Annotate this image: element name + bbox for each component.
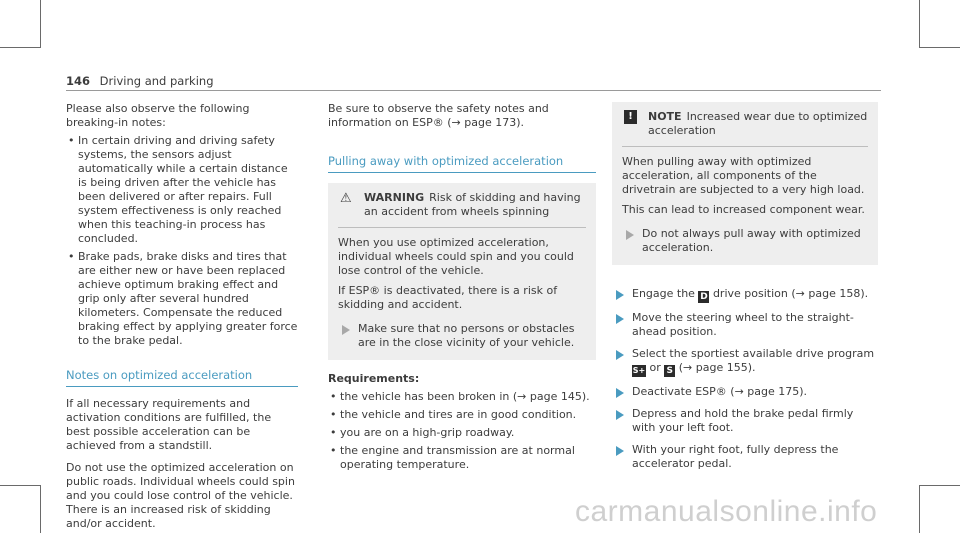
step-text: Engage the bbox=[632, 287, 695, 300]
step-text: Deactivate ESP® (→ page 175). bbox=[632, 385, 808, 398]
step-accelerator bbox=[612, 443, 878, 471]
note-box bbox=[612, 102, 878, 265]
note-step-text: Do not always pull away with optimized acceleration. bbox=[642, 227, 861, 254]
page-header bbox=[66, 74, 214, 88]
crop-mark bbox=[920, 485, 960, 486]
note-title: Increased wear due to optimized acceleration bbox=[648, 110, 868, 137]
crop-mark bbox=[919, 0, 920, 48]
warning-triangle-icon: ⚠ bbox=[340, 191, 352, 206]
notes-paragraph-2: Do not use the optimized acceleration on public roads. Individual wheels could spin and you could lose control of the vehicle. There is an increased risk of skidding and/or accident. bbox=[66, 461, 295, 530]
step-text: drive position (→ page 158). bbox=[712, 287, 869, 300]
crop-mark bbox=[0, 47, 40, 48]
warning-box bbox=[328, 183, 596, 360]
step-arrow-icon bbox=[616, 410, 624, 420]
step-text: Move the steering wheel to the straight-ahead position. bbox=[632, 311, 854, 338]
breaking-in-intro: Please also observe the following breaking-in notes: bbox=[66, 102, 250, 129]
crop-mark bbox=[919, 485, 920, 533]
step-drive-program bbox=[612, 347, 878, 377]
step-text: With your right foot, fully depress the accelerator pedal. bbox=[632, 443, 839, 470]
step-text: Depress and hold the brake pedal firmly with your left foot. bbox=[632, 407, 854, 434]
header-divider bbox=[66, 90, 881, 91]
step-arrow-icon bbox=[616, 446, 624, 456]
note-header bbox=[622, 110, 868, 147]
step-text: Select the sportiest available drive program bbox=[632, 347, 875, 360]
note-step bbox=[622, 227, 868, 255]
list-item: • Brake pads, brake disks and tires that are either new or have been replaced achieve optimum braking effect and grip only after several hundred kilometers. Compensate the reduced braking effect by applying greater force to the brake pedal. bbox=[66, 250, 298, 348]
note-label: NOTE bbox=[648, 110, 682, 123]
list-item: • the vehicle has been broken in (→ page 145). bbox=[328, 390, 596, 404]
esp-intro: Be sure to observe the safety notes and information on ESP® (→ page 173). bbox=[328, 102, 549, 129]
sport-icon: S bbox=[664, 365, 675, 377]
page-number: 146 bbox=[66, 74, 91, 88]
step-arrow-icon bbox=[342, 325, 350, 335]
column-middle bbox=[328, 102, 596, 472]
sport-plus-icon: S+ bbox=[632, 366, 646, 375]
note-text-2: This can lead to increased component wear. bbox=[622, 203, 865, 216]
step-arrow-icon bbox=[616, 314, 624, 324]
list-item: • the vehicle and tires are in good condition. bbox=[328, 408, 596, 422]
list-item: • In certain driving and driving safety systems, the sensors adjust automatically while a certain distance is being driven after the vehicle has been delivered or after repairs. Full system effectiveness is only reached when this teaching-in process has concluded. bbox=[66, 134, 298, 246]
crop-mark bbox=[0, 485, 40, 486]
step-arrow-icon bbox=[626, 230, 634, 240]
warning-label: WARNING bbox=[364, 191, 425, 204]
step-arrow-icon bbox=[616, 388, 624, 398]
step-deactivate-esp bbox=[612, 385, 878, 399]
step-arrow-icon bbox=[616, 290, 624, 300]
note-text-1: When pulling away with optimized acceleration, all components of the drivetrain are subjected to a very high load. bbox=[622, 155, 865, 196]
requirements-label: Requirements: bbox=[328, 372, 420, 385]
warning-header bbox=[338, 191, 586, 228]
list-item: • the engine and transmission are at normal operating temperature. bbox=[328, 444, 596, 472]
exclamation-icon: ! bbox=[624, 110, 637, 124]
step-text: (→ page 155). bbox=[678, 361, 756, 374]
chapter-title: Driving and parking bbox=[99, 74, 214, 88]
drive-d-icon: D bbox=[700, 292, 708, 302]
list-item: • you are on a high-grip roadway. bbox=[328, 426, 596, 440]
crop-mark bbox=[40, 0, 41, 48]
column-right bbox=[612, 102, 878, 471]
column-left bbox=[66, 102, 298, 531]
crop-mark bbox=[920, 47, 960, 48]
crop-mark bbox=[40, 485, 41, 533]
warning-step-text: Make sure that no persons or obstacles are in the close vicinity of your vehicle. bbox=[358, 322, 575, 349]
notes-paragraph-1: If all necessary requirements and activation conditions are fulfilled, the best possible acceleration can be achieved from a standstill. bbox=[66, 397, 272, 452]
step-arrow-icon bbox=[616, 350, 624, 360]
section-title-pulling-away: Pulling away with optimized acceleration bbox=[328, 154, 596, 173]
step-brake bbox=[612, 407, 878, 435]
section-title-notes: Notes on optimized acceleration bbox=[66, 368, 298, 387]
warning-title: Risk of skidding and having an accident from wheels spinning bbox=[364, 191, 581, 218]
warning-text-2: If ESP® is deactivated, there is a risk of skidding and accident. bbox=[338, 284, 558, 311]
warning-text-1: When you use optimized acceleration, individual wheels could spin and you could lose control of the vehicle. bbox=[338, 236, 574, 277]
step-text: or bbox=[649, 361, 661, 374]
warning-step bbox=[338, 322, 586, 350]
step-steering bbox=[612, 311, 878, 339]
step-engage-drive bbox=[612, 287, 878, 303]
watermark: carmanualsonline.info bbox=[575, 495, 878, 528]
